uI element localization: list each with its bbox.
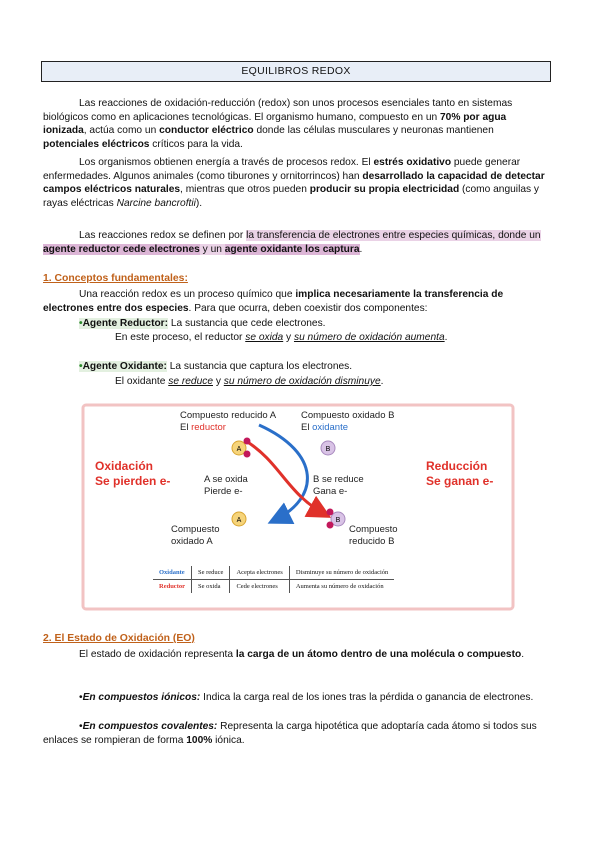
b-gains-electrons-label: Gana e- xyxy=(313,486,348,497)
oxidation-subtitle: Se pierden e- xyxy=(95,474,171,488)
reduction-title: Reducción xyxy=(426,459,488,473)
compound-oxidized-a-label-2: oxidado A xyxy=(171,536,213,547)
compound-reduced-a-label: Compuesto reducido A xyxy=(180,410,277,421)
b-reduces-label: B se reduce xyxy=(313,474,364,485)
a-loses-electrons-label: Pierde e- xyxy=(204,486,243,497)
table-cell: Cede electrones xyxy=(230,580,289,594)
table-cell: Se reduce xyxy=(192,566,230,580)
electron-icon xyxy=(327,522,334,529)
oxidante-definition: •Agente Oxidante: La sustancia que captura los electrones. xyxy=(79,361,353,372)
section-1-intro: Una reacción redox es un proceso químico que implica necesariamente la transferencia de electrones entre dos especies. Para que ocurra, deben coexistir dos componentes: xyxy=(43,289,504,314)
intro-paragraph-2: Los organismos obtienen energía a través de procesos redox. El estrés oxidativo puede generar enfermedades. Algunos animales (como tiburones y ornitorrincos) han desarrollado la capacidad de detectar campos eléctricos naturales, mientras que otros pueden producir su propia electricidad (como anguilas y rayas eléctricas Narcine bancroftii). xyxy=(43,157,545,209)
atom-b-top-label: B xyxy=(325,446,331,453)
table-cell: Reductor xyxy=(153,580,192,594)
ionic-compounds-item: •En compuestos iónicos: Indica la carga real de los iones tras la pérdida o ganancia de electrones. xyxy=(79,692,534,703)
compound-reduced-b-label-2: reducido B xyxy=(349,536,395,547)
electron-icon xyxy=(327,509,334,516)
oxidation-title: Oxidación xyxy=(95,459,154,473)
section-2-heading: 2. El Estado de Oxidación (EO) xyxy=(43,633,195,644)
intro-paragraph-1: Las reacciones de oxidación-reducción (redox) son unos procesos esenciales tanto en sistemas biológicos como en aplicaciones tecnológicas. El organismo humano, compuesto en un 70% por agua ionizada, actúa como un conductor eléctrico donde las células musculares y neuronas mantienen potenciales eléctricos críticos para la vida. xyxy=(43,98,513,150)
table-cell: Acepta electrones xyxy=(230,566,289,580)
redox-summary-table xyxy=(153,566,394,593)
table-cell: Oxidante xyxy=(153,566,192,580)
compound-reduced-b-label-1: Compuesto xyxy=(349,524,398,535)
table-cell: Disminuye su número de oxidación xyxy=(289,566,394,580)
table-cell: Aumenta su número de oxidación xyxy=(295,583,384,590)
compound-oxidized-b-label: Compuesto oxidado B xyxy=(301,410,395,421)
reductor-label: El reductor xyxy=(180,422,226,433)
atom-a-top-label: A xyxy=(236,446,242,453)
table-cell: Se oxida xyxy=(192,580,230,594)
page-title: EQUILIBROS REDOX xyxy=(41,61,551,82)
electron-icon xyxy=(244,451,251,458)
table-row xyxy=(153,566,394,580)
covalent-compounds-item: •En compuestos covalentes: Representa la carga hipotética que adoptaría cada átomo si todos sus enlaces se rompieran de forma 100% iónica. xyxy=(43,721,537,746)
a-oxidizes-label: A se oxida xyxy=(204,474,248,485)
electron-icon xyxy=(244,438,251,445)
intro-paragraph-3: Las reacciones redox se definen por la transferencia de electrones entre especies químicas, donde un agente reductor cede electrones y un agente oxidante los captura. xyxy=(43,230,541,255)
atom-a-bottom-label: A xyxy=(236,517,242,524)
section-1-heading: 1. Conceptos fundamentales: xyxy=(43,273,188,284)
oxidante-label: El oxidante xyxy=(301,422,349,433)
table-row xyxy=(153,580,394,594)
oxidante-detail: El oxidante se reduce y su número de oxidación disminuye. xyxy=(115,376,384,387)
reductor-definition: •Agente Reductor: La sustancia que cede electrones. xyxy=(79,318,326,329)
reductor-detail: En este proceso, el reductor se oxida y su número de oxidación aumenta. xyxy=(115,332,448,343)
reduction-subtitle: Se ganan e- xyxy=(426,474,494,488)
compound-oxidized-a-label-1: Compuesto xyxy=(171,524,220,535)
atom-b-bottom-label: B xyxy=(335,517,341,524)
section-2-intro: El estado de oxidación representa la carga de un átomo dentro de una molécula o compuesto. xyxy=(79,649,525,660)
